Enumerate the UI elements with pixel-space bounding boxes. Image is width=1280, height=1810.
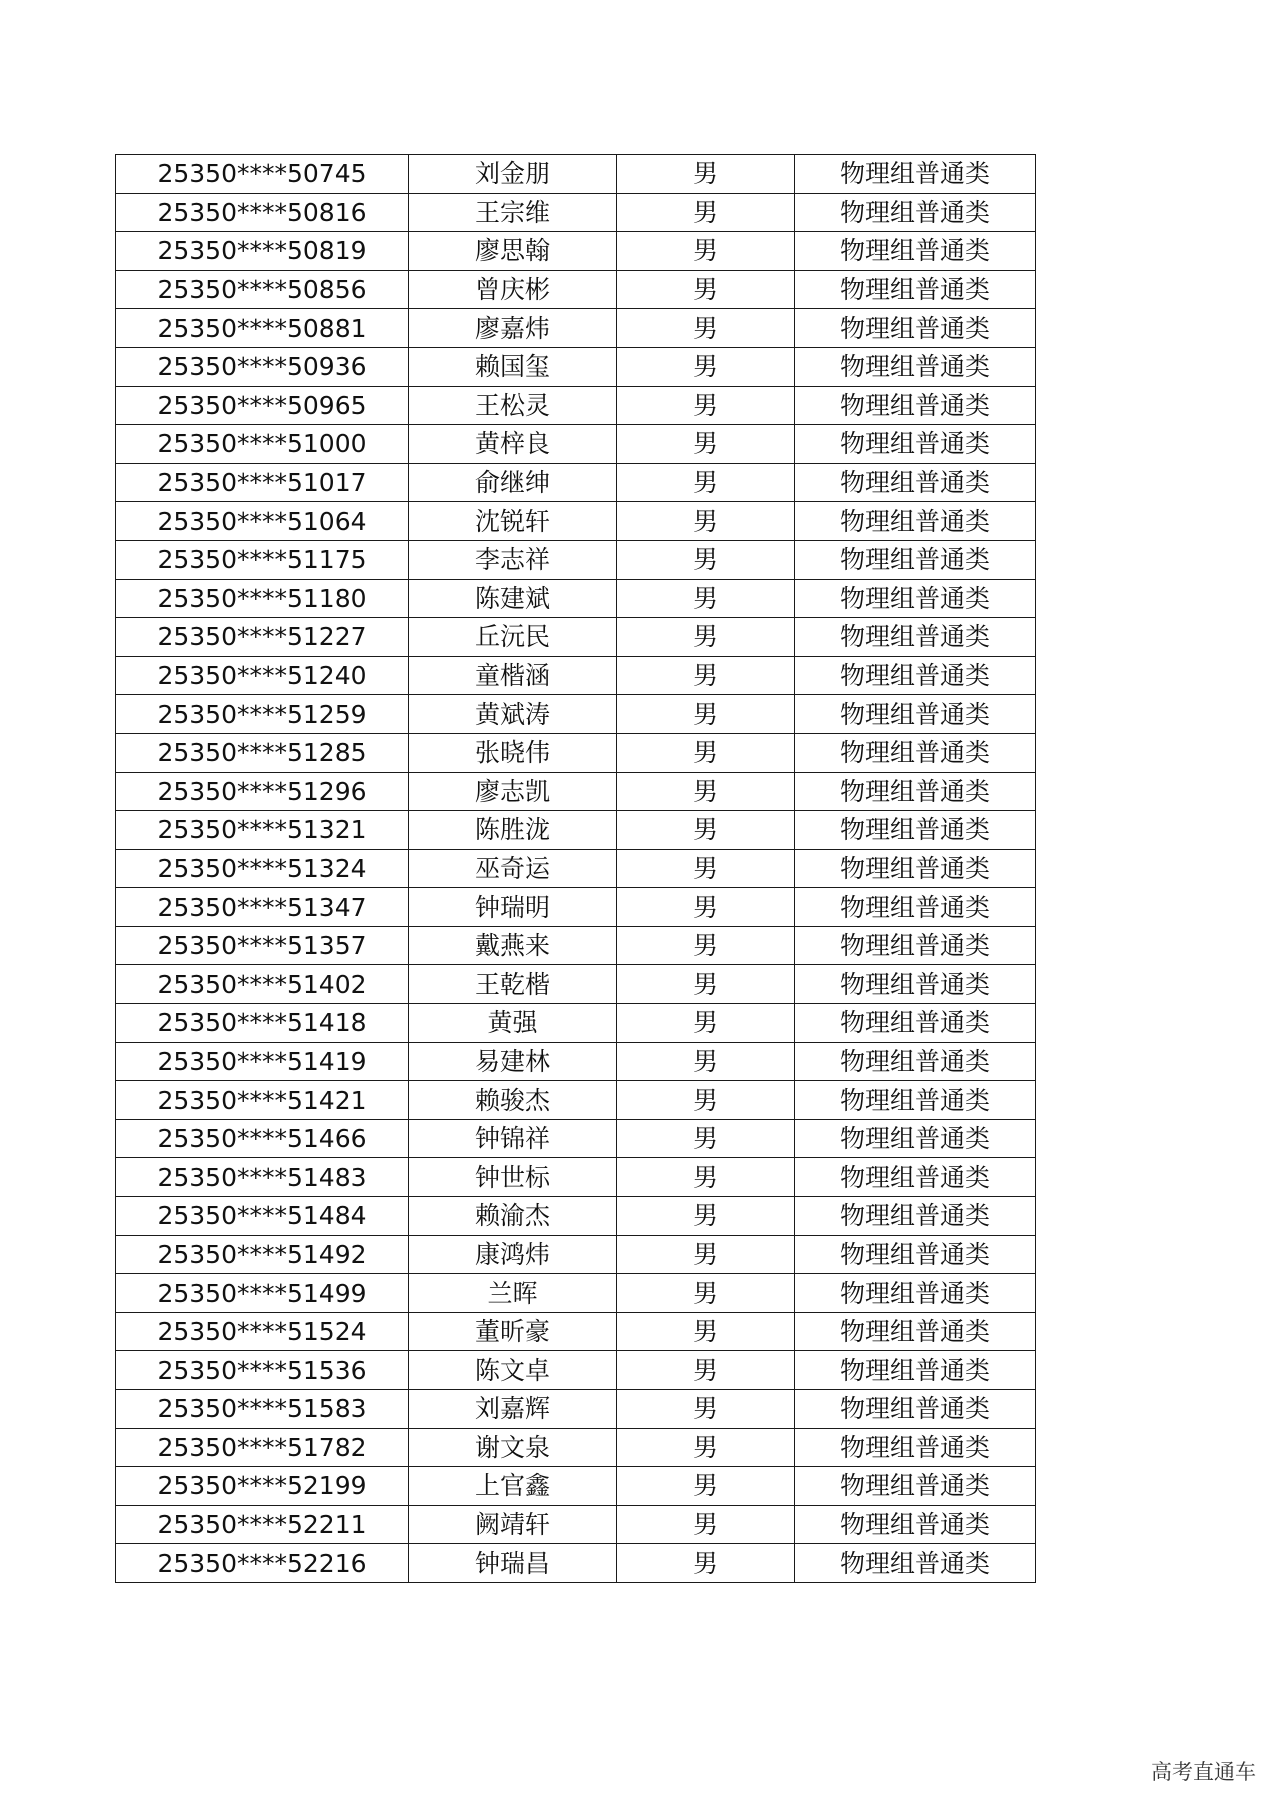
category-cell: 物理组普通类	[795, 1235, 1036, 1274]
table-row	[116, 1004, 1036, 1043]
gender-cell: 男	[617, 849, 795, 888]
candidate-id-cell: 25350****51583	[116, 1390, 409, 1429]
gender-cell: 男	[617, 965, 795, 1004]
table-row	[116, 888, 1036, 927]
gender-cell: 男	[617, 1351, 795, 1390]
gender-cell: 男	[617, 463, 795, 502]
candidate-name-cell: 上官鑫	[409, 1467, 617, 1506]
category-cell: 物理组普通类	[795, 579, 1036, 618]
candidate-name-cell: 廖志凯	[409, 772, 617, 811]
candidate-id-cell: 25350****51402	[116, 965, 409, 1004]
candidate-name-cell: 刘嘉辉	[409, 1390, 617, 1429]
candidate-id-cell: 25350****50936	[116, 347, 409, 386]
candidate-id-cell: 25350****51324	[116, 849, 409, 888]
gender-cell: 男	[617, 1004, 795, 1043]
gender-cell: 男	[617, 1390, 795, 1429]
table-row	[116, 1312, 1036, 1351]
candidate-name-cell: 李志祥	[409, 540, 617, 579]
gender-cell: 男	[617, 1505, 795, 1544]
candidate-name-cell: 赖国玺	[409, 347, 617, 386]
candidate-id-cell: 25350****51064	[116, 502, 409, 541]
gender-cell: 男	[617, 1312, 795, 1351]
gender-cell: 男	[617, 733, 795, 772]
candidate-name-cell: 兰晖	[409, 1274, 617, 1313]
candidate-name-cell: 王松灵	[409, 386, 617, 425]
category-cell: 物理组普通类	[795, 386, 1036, 425]
category-cell: 物理组普通类	[795, 1467, 1036, 1506]
category-cell: 物理组普通类	[795, 1312, 1036, 1351]
category-cell: 物理组普通类	[795, 926, 1036, 965]
candidate-name-cell: 赖渝杰	[409, 1197, 617, 1236]
gender-cell: 男	[617, 811, 795, 850]
category-cell: 物理组普通类	[795, 1004, 1036, 1043]
category-cell: 物理组普通类	[795, 540, 1036, 579]
table-row	[116, 1351, 1036, 1390]
gender-cell: 男	[617, 618, 795, 657]
table-row	[116, 579, 1036, 618]
gender-cell: 男	[617, 502, 795, 541]
category-cell: 物理组普通类	[795, 1197, 1036, 1236]
table-row	[116, 463, 1036, 502]
table-body	[116, 155, 1036, 1583]
category-cell: 物理组普通类	[795, 1544, 1036, 1583]
table-row	[116, 695, 1036, 734]
candidate-id-cell: 25350****51483	[116, 1158, 409, 1197]
table-row	[116, 1197, 1036, 1236]
gender-cell: 男	[617, 386, 795, 425]
table-row	[116, 1274, 1036, 1313]
category-cell: 物理组普通类	[795, 232, 1036, 271]
candidate-name-cell: 戴燕来	[409, 926, 617, 965]
candidate-id-cell: 25350****51227	[116, 618, 409, 657]
candidate-name-cell: 曾庆彬	[409, 270, 617, 309]
category-cell: 物理组普通类	[795, 695, 1036, 734]
candidate-id-cell: 25350****52211	[116, 1505, 409, 1544]
candidate-id-cell: 25350****50816	[116, 193, 409, 232]
candidate-name-cell: 张晓伟	[409, 733, 617, 772]
candidate-id-cell: 25350****51175	[116, 540, 409, 579]
candidate-name-cell: 黄斌涛	[409, 695, 617, 734]
table-row	[116, 656, 1036, 695]
candidate-id-cell: 25350****51347	[116, 888, 409, 927]
candidate-name-cell: 俞继绅	[409, 463, 617, 502]
gender-cell: 男	[617, 1467, 795, 1506]
gender-cell: 男	[617, 347, 795, 386]
candidate-name-cell: 沈锐轩	[409, 502, 617, 541]
watermark-text: 高考直通车	[1151, 1760, 1256, 1784]
table-row	[116, 309, 1036, 348]
category-cell: 物理组普通类	[795, 502, 1036, 541]
candidate-name-cell: 董昕豪	[409, 1312, 617, 1351]
gender-cell: 男	[617, 888, 795, 927]
candidate-name-cell: 王宗维	[409, 193, 617, 232]
candidate-id-cell: 25350****52199	[116, 1467, 409, 1506]
candidate-name-cell: 谢文泉	[409, 1428, 617, 1467]
gender-cell: 男	[617, 1274, 795, 1313]
table-row	[116, 270, 1036, 309]
candidate-id-cell: 25350****51285	[116, 733, 409, 772]
category-cell: 物理组普通类	[795, 347, 1036, 386]
gender-cell: 男	[617, 1081, 795, 1120]
candidate-name-cell: 钟瑞昌	[409, 1544, 617, 1583]
candidate-id-cell: 25350****51499	[116, 1274, 409, 1313]
table-row	[116, 1390, 1036, 1429]
category-cell: 物理组普通类	[795, 849, 1036, 888]
gender-cell: 男	[617, 1544, 795, 1583]
candidate-name-cell: 钟瑞明	[409, 888, 617, 927]
candidate-name-cell: 陈胜泷	[409, 811, 617, 850]
table-row	[116, 849, 1036, 888]
candidate-name-cell: 钟锦祥	[409, 1119, 617, 1158]
candidate-name-cell: 阙靖轩	[409, 1505, 617, 1544]
table-row	[116, 1119, 1036, 1158]
category-cell: 物理组普通类	[795, 888, 1036, 927]
category-cell: 物理组普通类	[795, 1081, 1036, 1120]
gender-cell: 男	[617, 1042, 795, 1081]
gender-cell: 男	[617, 656, 795, 695]
table-row	[116, 502, 1036, 541]
candidate-id-cell: 25350****51259	[116, 695, 409, 734]
gender-cell: 男	[617, 540, 795, 579]
candidate-id-cell: 25350****51484	[116, 1197, 409, 1236]
category-cell: 物理组普通类	[795, 811, 1036, 850]
category-cell: 物理组普通类	[795, 309, 1036, 348]
candidate-name-cell: 陈文卓	[409, 1351, 617, 1390]
category-cell: 物理组普通类	[795, 772, 1036, 811]
candidate-id-cell: 25350****51524	[116, 1312, 409, 1351]
gender-cell: 男	[617, 1158, 795, 1197]
candidate-name-cell: 巫奇运	[409, 849, 617, 888]
candidate-id-cell: 25350****51180	[116, 579, 409, 618]
gender-cell: 男	[617, 270, 795, 309]
category-cell: 物理组普通类	[795, 425, 1036, 464]
category-cell: 物理组普通类	[795, 1119, 1036, 1158]
category-cell: 物理组普通类	[795, 733, 1036, 772]
table-row	[116, 155, 1036, 194]
candidate-name-cell: 陈建斌	[409, 579, 617, 618]
candidate-name-cell: 黄强	[409, 1004, 617, 1043]
candidate-id-cell: 25350****51296	[116, 772, 409, 811]
gender-cell: 男	[617, 309, 795, 348]
candidate-id-cell: 25350****51536	[116, 1351, 409, 1390]
gender-cell: 男	[617, 1235, 795, 1274]
gender-cell: 男	[617, 155, 795, 194]
category-cell: 物理组普通类	[795, 1390, 1036, 1429]
table-row	[116, 1428, 1036, 1467]
category-cell: 物理组普通类	[795, 618, 1036, 657]
candidate-name-cell: 黄梓良	[409, 425, 617, 464]
table-row	[116, 1081, 1036, 1120]
category-cell: 物理组普通类	[795, 1351, 1036, 1390]
gender-cell: 男	[617, 772, 795, 811]
candidate-name-cell: 廖嘉炜	[409, 309, 617, 348]
candidate-id-cell: 25350****51419	[116, 1042, 409, 1081]
candidate-name-cell: 赖骏杰	[409, 1081, 617, 1120]
category-cell: 物理组普通类	[795, 1042, 1036, 1081]
table-row	[116, 1158, 1036, 1197]
table-row	[116, 193, 1036, 232]
category-cell: 物理组普通类	[795, 270, 1036, 309]
candidate-id-cell: 25350****52216	[116, 1544, 409, 1583]
table-row	[116, 1042, 1036, 1081]
candidate-id-cell: 25350****51466	[116, 1119, 409, 1158]
table-row	[116, 1505, 1036, 1544]
gender-cell: 男	[617, 695, 795, 734]
category-cell: 物理组普通类	[795, 1274, 1036, 1313]
gender-cell: 男	[617, 579, 795, 618]
candidate-id-cell: 25350****51418	[116, 1004, 409, 1043]
gender-cell: 男	[617, 193, 795, 232]
candidate-name-cell: 刘金朋	[409, 155, 617, 194]
table-row	[116, 347, 1036, 386]
candidate-name-cell: 廖思翰	[409, 232, 617, 271]
category-cell: 物理组普通类	[795, 1428, 1036, 1467]
gender-cell: 男	[617, 232, 795, 271]
category-cell: 物理组普通类	[795, 193, 1036, 232]
candidate-name-cell: 王乾楷	[409, 965, 617, 1004]
candidate-id-cell: 25350****51421	[116, 1081, 409, 1120]
table-row	[116, 1544, 1036, 1583]
candidate-id-cell: 25350****51017	[116, 463, 409, 502]
candidate-table	[115, 154, 1036, 1583]
table-row	[116, 540, 1036, 579]
candidate-id-cell: 25350****51000	[116, 425, 409, 464]
table-row	[116, 1467, 1036, 1506]
category-cell: 物理组普通类	[795, 463, 1036, 502]
gender-cell: 男	[617, 1428, 795, 1467]
candidate-id-cell: 25350****50856	[116, 270, 409, 309]
table-row	[116, 733, 1036, 772]
table-row	[116, 425, 1036, 464]
gender-cell: 男	[617, 1197, 795, 1236]
candidate-id-cell: 25350****50881	[116, 309, 409, 348]
candidate-id-cell: 25350****51782	[116, 1428, 409, 1467]
candidate-id-cell: 25350****50745	[116, 155, 409, 194]
candidate-id-cell: 25350****51492	[116, 1235, 409, 1274]
category-cell: 物理组普通类	[795, 1158, 1036, 1197]
candidate-id-cell: 25350****50819	[116, 232, 409, 271]
table-row	[116, 772, 1036, 811]
category-cell: 物理组普通类	[795, 965, 1036, 1004]
candidate-name-cell: 易建林	[409, 1042, 617, 1081]
table-row	[116, 811, 1036, 850]
candidate-name-cell: 康鸿炜	[409, 1235, 617, 1274]
table-row	[116, 926, 1036, 965]
category-cell: 物理组普通类	[795, 656, 1036, 695]
candidate-name-cell: 钟世标	[409, 1158, 617, 1197]
candidate-id-cell: 25350****51321	[116, 811, 409, 850]
candidate-name-cell: 丘沅民	[409, 618, 617, 657]
candidate-name-cell: 童楷涵	[409, 656, 617, 695]
gender-cell: 男	[617, 926, 795, 965]
category-cell: 物理组普通类	[795, 1505, 1036, 1544]
gender-cell: 男	[617, 1119, 795, 1158]
table-row	[116, 1235, 1036, 1274]
table-row	[116, 232, 1036, 271]
candidate-id-cell: 25350****51240	[116, 656, 409, 695]
category-cell: 物理组普通类	[795, 155, 1036, 194]
table-row	[116, 618, 1036, 657]
candidate-id-cell: 25350****51357	[116, 926, 409, 965]
table-row	[116, 386, 1036, 425]
table-row	[116, 965, 1036, 1004]
gender-cell: 男	[617, 425, 795, 464]
candidate-id-cell: 25350****50965	[116, 386, 409, 425]
